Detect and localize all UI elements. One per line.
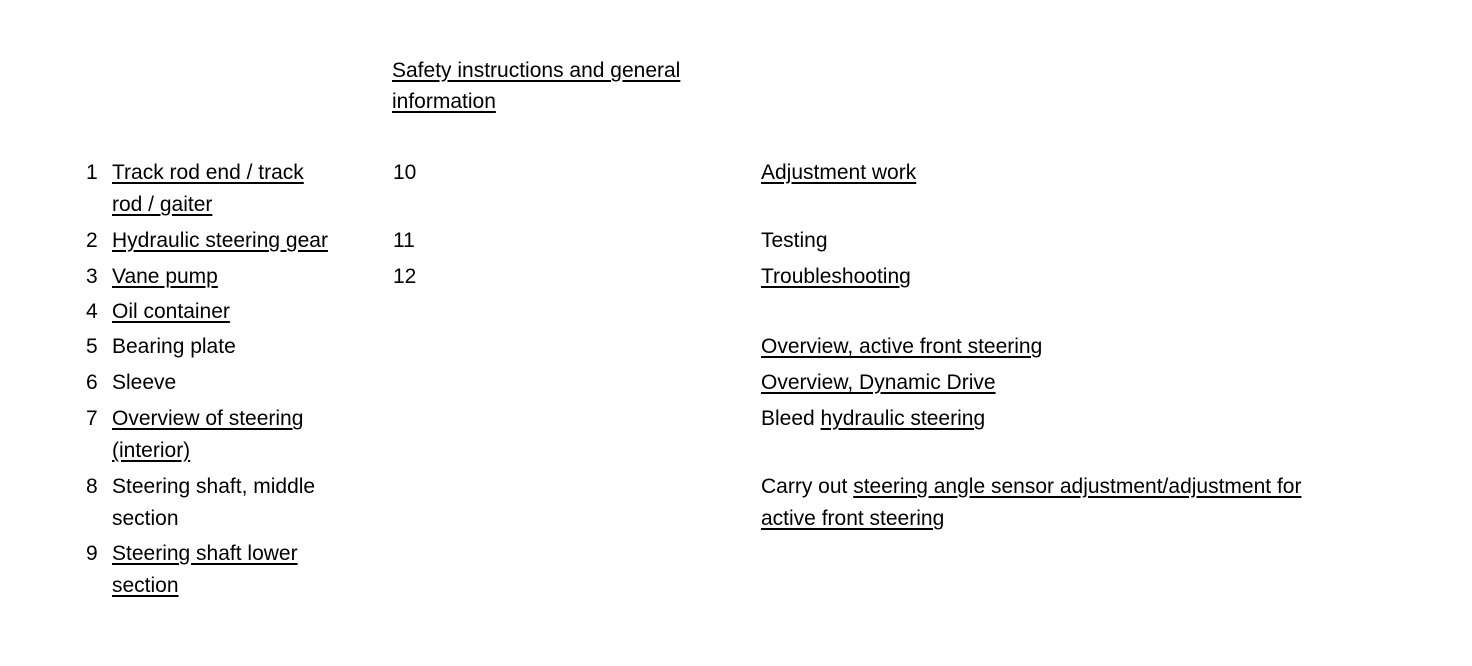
carry-out-item-line1 (761, 471, 1301, 503)
list-item-number: 2 (86, 229, 98, 252)
list-item-steering-shaft-lower-line1[interactable] (112, 538, 298, 570)
list-item-track-rod-line2[interactable] (112, 189, 212, 221)
list-item-number: 6 (86, 371, 98, 394)
list-item-number: 11 (393, 229, 415, 252)
list-item-oil-container[interactable] (112, 296, 230, 328)
testing-item: Testing (761, 229, 828, 252)
overview-dynamic-drive-link[interactable]: Overview, Dynamic Drive (761, 371, 996, 394)
safety-info-link-line1[interactable]: Safety instructions and general (392, 59, 681, 82)
adjustment-work-link[interactable]: Adjustment work (761, 161, 917, 184)
safety-info-link-block-2[interactable] (392, 86, 496, 118)
list-item-number: 9 (86, 542, 98, 565)
overview-steering-link-2[interactable]: (interior) (112, 439, 191, 462)
adjustment-work-item[interactable] (761, 157, 916, 189)
steering-shaft-lower-link[interactable]: Steering shaft lower (112, 542, 298, 565)
overview-afs-item[interactable] (761, 331, 1042, 363)
hydraulic-steering-link[interactable]: hydraulic steering (820, 407, 986, 430)
overview-dynamic-drive-item[interactable] (761, 367, 996, 399)
list-item-number: 4 (86, 300, 98, 323)
overview-afs-link[interactable]: Overview, active front steering (761, 335, 1043, 358)
list-item-number: 12 (393, 265, 417, 288)
track-rod-link[interactable]: Track rod end / track (112, 161, 304, 184)
safety-info-link-line2[interactable]: information (392, 90, 496, 113)
list-item-track-rod-line1[interactable] (112, 157, 304, 189)
hydraulic-steering-gear-link[interactable]: Hydraulic steering gear (112, 229, 328, 252)
list-item-overview-steering-line2[interactable] (112, 435, 190, 467)
list-item-vane-pump[interactable] (112, 261, 218, 293)
safety-info-link-block[interactable] (392, 55, 680, 87)
list-item-number: 7 (86, 407, 98, 430)
carry-out-prefix: Carry out (761, 475, 854, 498)
carry-out-item-line2[interactable] (761, 503, 944, 535)
list-item-bearing-plate: Bearing plate (112, 335, 236, 358)
list-item-number: 8 (86, 475, 98, 498)
steering-angle-sensor-link[interactable]: steering angle sensor adjustment/adjustment for (853, 475, 1302, 498)
list-item-number: 10 (393, 161, 417, 184)
list-item-sleeve: Sleeve (112, 371, 177, 394)
list-item-number: 5 (86, 335, 98, 358)
list-item-steering-shaft-middle-line1: Steering shaft, middle (112, 475, 316, 498)
list-item-steering-shaft-middle-line2: section (112, 507, 179, 530)
vane-pump-link[interactable]: Vane pump (112, 265, 218, 288)
oil-container-link[interactable]: Oil container (112, 300, 230, 323)
troubleshooting-link[interactable]: Troubleshooting (761, 265, 911, 288)
list-item-overview-steering-line1[interactable] (112, 403, 303, 435)
bleed-prefix: Bleed (761, 407, 821, 430)
list-item-number: 1 (86, 161, 98, 184)
steering-angle-sensor-link-2[interactable]: active front steering (761, 507, 945, 530)
list-item-number: 3 (86, 265, 98, 288)
track-rod-link-2[interactable]: rod / gaiter (112, 193, 213, 216)
steering-shaft-lower-link-2[interactable]: section (112, 574, 179, 597)
list-item-steering-shaft-lower-line2[interactable] (112, 570, 179, 602)
bleed-item (761, 403, 985, 435)
troubleshooting-item[interactable] (761, 261, 911, 293)
list-item-hydraulic-steering-gear[interactable] (112, 225, 328, 257)
overview-steering-link[interactable]: Overview of steering (112, 407, 304, 430)
